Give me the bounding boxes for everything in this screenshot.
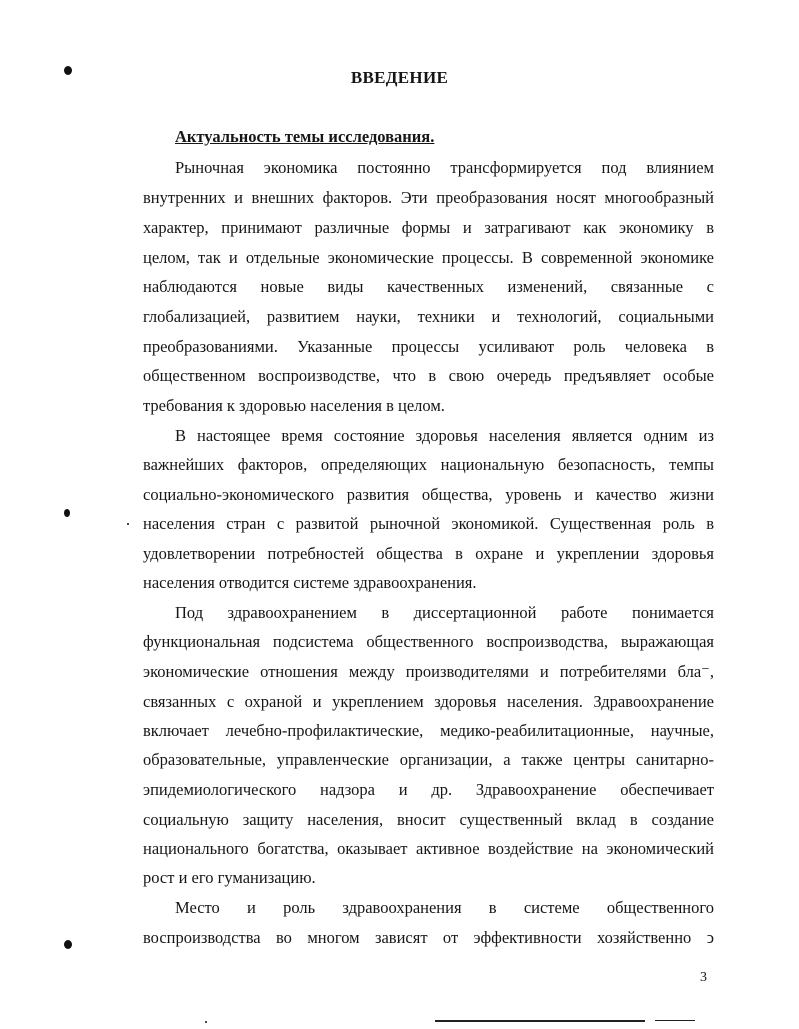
- punch-hole-mark: [64, 940, 72, 949]
- text-line: воспроизводства во многом зависят от эффективности хозяйственно ͻ: [143, 928, 714, 947]
- text-line: связанных с охраной и укреплением здоровья населения. Здравоохранение: [143, 692, 714, 711]
- text-line: экономические отношения между производителями и потребителями бла⁻,: [143, 662, 714, 681]
- scan-edge-line: [655, 1020, 695, 1021]
- text-line: рост и его гуманизацию.: [143, 868, 316, 887]
- text-line: эпидемиологического надзора и др. Здравоохранение обеспечивает: [143, 780, 714, 799]
- text-line: целом, так и отдельные экономические процессы. В современной экономике: [143, 248, 714, 267]
- text-line: социально-экономического развития общества, уровень и качество жизни: [143, 485, 714, 504]
- text-line: населения стран с развитой рыночной экономикой. Существенная роль в: [143, 514, 714, 533]
- subheading: Актуальность темы исследования.: [175, 127, 435, 146]
- punch-hole-mark: [64, 509, 70, 517]
- text-line: В настоящее время состояние здоровья населения является одним из: [175, 426, 714, 445]
- text-line: важнейших факторов, определяющих национальную безопасность, темпы: [143, 455, 714, 474]
- text-line: Под здравоохранением в диссертационной работе понимается: [175, 603, 714, 622]
- text-line: удовлетворении потребностей общества в охране и укреплении здоровья: [143, 544, 714, 563]
- text-line: наблюдаются новые виды качественных изменений, связанные с: [143, 277, 714, 296]
- text-line: глобализацией, развитием науки, техники и технологий, социальными: [143, 307, 714, 326]
- text-line: характер, принимают различные формы и затрагивают как экономику в: [143, 218, 714, 237]
- scan-speck: [127, 523, 129, 525]
- text-line: национального богатства, оказывает активное воздействие на экономический: [143, 839, 714, 858]
- page-number: 3: [700, 970, 707, 985]
- scan-speck: [205, 1021, 207, 1023]
- text-line: Место и роль здравоохранения в системе общественного: [175, 898, 714, 917]
- text-line: населения отводится системе здравоохранения.: [143, 573, 477, 592]
- text-line: внутренних и внешних факторов. Эти преобразования носят многообразный: [143, 188, 714, 207]
- section-title: ВВЕДЕНИЕ: [350, 68, 449, 87]
- text-line: образовательные, управленческие организации, а также центры санитарно-: [143, 750, 714, 769]
- text-line: включает лечебно-профилактические, медико-реабилитационные, научные,: [143, 721, 714, 740]
- text-line: социальную защиту населения, вносит существенный вклад в создание: [143, 810, 714, 829]
- text-line: общественном воспроизводстве, что в свою очередь предъявляет особые: [143, 366, 714, 385]
- scan-edge-line: [435, 1020, 645, 1022]
- text-line: Рыночная экономика постоянно трансформируется под влиянием: [175, 158, 714, 177]
- punch-hole-mark: [64, 66, 72, 75]
- text-line: функциональная подсистема общественного воспроизводства, выражающая: [143, 632, 714, 651]
- text-line: требования к здоровью населения в целом.: [143, 396, 445, 415]
- text-line: преобразованиями. Указанные процессы усиливают роль человека в: [143, 337, 714, 356]
